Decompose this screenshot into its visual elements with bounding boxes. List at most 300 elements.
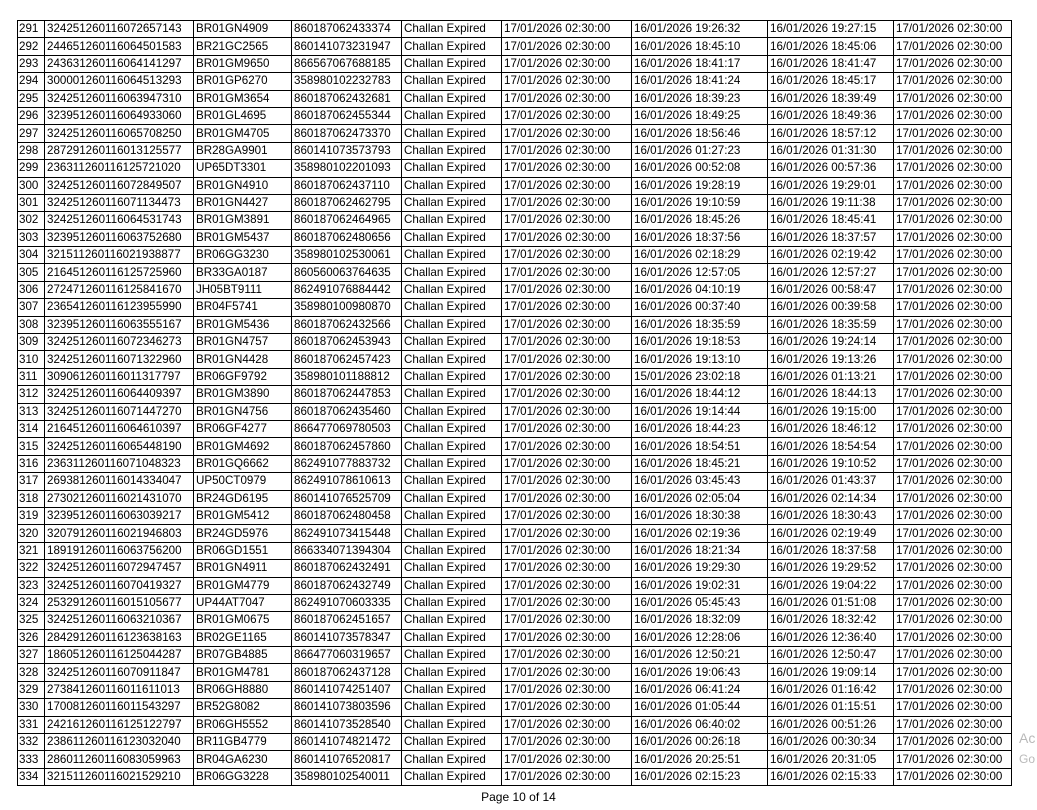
device-id-cell: 860187062432491 xyxy=(292,560,402,577)
updated-time-cell: 16/01/2026 01:16:42 xyxy=(768,681,894,698)
challan-number-cell: 324251260116072346273 xyxy=(45,334,194,351)
created-time-cell: 16/01/2026 06:41:24 xyxy=(632,681,768,698)
vehicle-number-cell: BR02GE1165 xyxy=(194,629,292,646)
updated-time-cell: 16/01/2026 19:13:26 xyxy=(768,351,894,368)
status-cell: Challan Expired xyxy=(402,38,502,55)
status-cell: Challan Expired xyxy=(402,90,502,107)
vehicle-number-cell: BR06GH5552 xyxy=(194,716,292,733)
vehicle-number-cell: BR01GM4781 xyxy=(194,664,292,681)
created-time-cell: 16/01/2026 01:05:44 xyxy=(632,699,768,716)
device-id-cell: 860187062457860 xyxy=(292,438,402,455)
table-row xyxy=(18,386,1012,403)
status-cell: Challan Expired xyxy=(402,334,502,351)
serial-number-cell: 301 xyxy=(18,194,45,211)
challan-number-cell: 216451260116125725960 xyxy=(45,264,194,281)
challan-number-cell: 273021260116021431070 xyxy=(45,490,194,507)
end-time-cell: 17/01/2026 02:30:00 xyxy=(894,386,1012,403)
vehicle-number-cell: BR01GP6270 xyxy=(194,73,292,90)
status-cell: Challan Expired xyxy=(402,420,502,437)
updated-time-cell: 16/01/2026 02:15:33 xyxy=(768,768,894,785)
expiry-time-cell: 17/01/2026 02:30:00 xyxy=(502,577,632,594)
device-id-cell: 862491070603335 xyxy=(292,594,402,611)
status-cell: Challan Expired xyxy=(402,560,502,577)
serial-number-cell: 310 xyxy=(18,351,45,368)
status-cell: Challan Expired xyxy=(402,107,502,124)
device-id-cell: 866334071394304 xyxy=(292,542,402,559)
vehicle-number-cell: JH05BT9111 xyxy=(194,281,292,298)
device-id-cell: 860187062480458 xyxy=(292,507,402,524)
challan-number-cell: 286011260116083059963 xyxy=(45,751,194,768)
end-time-cell: 17/01/2026 02:30:00 xyxy=(894,142,1012,159)
created-time-cell: 16/01/2026 18:44:23 xyxy=(632,420,768,437)
end-time-cell: 17/01/2026 02:30:00 xyxy=(894,507,1012,524)
updated-time-cell: 16/01/2026 19:15:00 xyxy=(768,403,894,420)
table-row xyxy=(18,142,1012,159)
status-cell: Challan Expired xyxy=(402,142,502,159)
serial-number-cell: 304 xyxy=(18,247,45,264)
end-time-cell: 17/01/2026 02:30:00 xyxy=(894,403,1012,420)
updated-time-cell: 16/01/2026 18:46:12 xyxy=(768,420,894,437)
expiry-time-cell: 17/01/2026 02:30:00 xyxy=(502,473,632,490)
end-time-cell: 17/01/2026 02:30:00 xyxy=(894,438,1012,455)
status-cell: Challan Expired xyxy=(402,473,502,490)
end-time-cell: 17/01/2026 02:30:00 xyxy=(894,542,1012,559)
status-cell: Challan Expired xyxy=(402,21,502,38)
created-time-cell: 16/01/2026 02:15:23 xyxy=(632,768,768,785)
device-id-cell: 358980102201093 xyxy=(292,160,402,177)
created-time-cell: 16/01/2026 18:45:26 xyxy=(632,212,768,229)
serial-number-cell: 296 xyxy=(18,107,45,124)
created-time-cell: 16/01/2026 00:52:08 xyxy=(632,160,768,177)
serial-number-cell: 300 xyxy=(18,177,45,194)
end-time-cell: 17/01/2026 02:30:00 xyxy=(894,264,1012,281)
created-time-cell: 16/01/2026 19:02:31 xyxy=(632,577,768,594)
status-cell: Challan Expired xyxy=(402,490,502,507)
vehicle-number-cell: BR01GM4692 xyxy=(194,438,292,455)
vehicle-number-cell: BR33GA0187 xyxy=(194,264,292,281)
expiry-time-cell: 17/01/2026 02:30:00 xyxy=(502,420,632,437)
table-row xyxy=(18,194,1012,211)
vehicle-number-cell: BR01GN4909 xyxy=(194,21,292,38)
updated-time-cell: 16/01/2026 18:57:12 xyxy=(768,125,894,142)
expiry-time-cell: 17/01/2026 02:30:00 xyxy=(502,594,632,611)
status-cell: Challan Expired xyxy=(402,247,502,264)
vehicle-number-cell: BR11GB4779 xyxy=(194,734,292,751)
expiry-time-cell: 17/01/2026 02:30:00 xyxy=(502,21,632,38)
end-time-cell: 17/01/2026 02:30:00 xyxy=(894,647,1012,664)
table-row xyxy=(18,21,1012,38)
created-time-cell: 16/01/2026 19:14:44 xyxy=(632,403,768,420)
device-id-cell: 358980102530061 xyxy=(292,247,402,264)
created-time-cell: 16/01/2026 18:37:56 xyxy=(632,229,768,246)
updated-time-cell: 16/01/2026 18:45:41 xyxy=(768,212,894,229)
table-row xyxy=(18,647,1012,664)
serial-number-cell: 329 xyxy=(18,681,45,698)
table-row xyxy=(18,212,1012,229)
challan-number-cell: 287291260116013125577 xyxy=(45,142,194,159)
vehicle-number-cell: BR06GH8880 xyxy=(194,681,292,698)
status-cell: Challan Expired xyxy=(402,455,502,472)
updated-time-cell: 16/01/2026 01:13:21 xyxy=(768,368,894,385)
vehicle-number-cell: BR01GN4911 xyxy=(194,560,292,577)
table-row xyxy=(18,247,1012,264)
challan-number-cell: 324251260116065448190 xyxy=(45,438,194,455)
device-id-cell: 860187062433374 xyxy=(292,21,402,38)
expiry-time-cell: 17/01/2026 02:30:00 xyxy=(502,212,632,229)
updated-time-cell: 16/01/2026 00:39:58 xyxy=(768,299,894,316)
end-time-cell: 17/01/2026 02:30:00 xyxy=(894,699,1012,716)
table-row xyxy=(18,125,1012,142)
status-cell: Challan Expired xyxy=(402,368,502,385)
created-time-cell: 16/01/2026 03:45:43 xyxy=(632,473,768,490)
expiry-time-cell: 17/01/2026 02:30:00 xyxy=(502,264,632,281)
table-row xyxy=(18,403,1012,420)
vehicle-number-cell: BR07GB4885 xyxy=(194,647,292,664)
serial-number-cell: 297 xyxy=(18,125,45,142)
device-id-cell: 860141073578347 xyxy=(292,629,402,646)
serial-number-cell: 305 xyxy=(18,264,45,281)
updated-time-cell: 16/01/2026 18:37:57 xyxy=(768,229,894,246)
challan-number-cell: 236311260116071048323 xyxy=(45,455,194,472)
table-row xyxy=(18,351,1012,368)
page-number: Page 10 of 14 xyxy=(481,790,556,804)
status-cell: Challan Expired xyxy=(402,264,502,281)
end-time-cell: 17/01/2026 02:30:00 xyxy=(894,525,1012,542)
created-time-cell: 16/01/2026 19:06:43 xyxy=(632,664,768,681)
expiry-time-cell: 17/01/2026 02:30:00 xyxy=(502,316,632,333)
expiry-time-cell: 17/01/2026 02:30:00 xyxy=(502,490,632,507)
challan-table xyxy=(17,20,1012,786)
updated-time-cell: 16/01/2026 18:32:42 xyxy=(768,612,894,629)
end-time-cell: 17/01/2026 02:30:00 xyxy=(894,212,1012,229)
challan-number-cell: 243631260116064141297 xyxy=(45,55,194,72)
serial-number-cell: 309 xyxy=(18,334,45,351)
vehicle-number-cell: BR01GM4705 xyxy=(194,125,292,142)
device-id-cell: 860560063764635 xyxy=(292,264,402,281)
vehicle-number-cell: BR01GM9650 xyxy=(194,55,292,72)
expiry-time-cell: 17/01/2026 02:30:00 xyxy=(502,194,632,211)
activation-watermark: Ac xyxy=(1019,730,1036,746)
device-id-cell: 860187062455344 xyxy=(292,107,402,124)
end-time-cell: 17/01/2026 02:30:00 xyxy=(894,55,1012,72)
challan-number-cell: 321511260116021529210 xyxy=(45,768,194,785)
created-time-cell: 16/01/2026 18:41:17 xyxy=(632,55,768,72)
expiry-time-cell: 17/01/2026 02:30:00 xyxy=(502,612,632,629)
serial-number-cell: 325 xyxy=(18,612,45,629)
updated-time-cell: 16/01/2026 18:39:49 xyxy=(768,90,894,107)
created-time-cell: 16/01/2026 18:30:38 xyxy=(632,507,768,524)
status-cell: Challan Expired xyxy=(402,194,502,211)
challan-number-cell: 324251260116063210367 xyxy=(45,612,194,629)
end-time-cell: 17/01/2026 02:30:00 xyxy=(894,594,1012,611)
table-row xyxy=(18,507,1012,524)
serial-number-cell: 312 xyxy=(18,386,45,403)
status-cell: Challan Expired xyxy=(402,438,502,455)
serial-number-cell: 315 xyxy=(18,438,45,455)
vehicle-number-cell: UP50CT0979 xyxy=(194,473,292,490)
expiry-time-cell: 17/01/2026 02:30:00 xyxy=(502,386,632,403)
serial-number-cell: 313 xyxy=(18,403,45,420)
challan-number-cell: 236311260116125721020 xyxy=(45,160,194,177)
end-time-cell: 17/01/2026 02:30:00 xyxy=(894,334,1012,351)
updated-time-cell: 16/01/2026 00:51:26 xyxy=(768,716,894,733)
end-time-cell: 17/01/2026 02:30:00 xyxy=(894,38,1012,55)
end-time-cell: 17/01/2026 02:30:00 xyxy=(894,473,1012,490)
device-id-cell: 860187062432749 xyxy=(292,577,402,594)
serial-number-cell: 331 xyxy=(18,716,45,733)
expiry-time-cell: 17/01/2026 02:30:00 xyxy=(502,699,632,716)
vehicle-number-cell: BR04GA6230 xyxy=(194,751,292,768)
serial-number-cell: 316 xyxy=(18,455,45,472)
serial-number-cell: 311 xyxy=(18,368,45,385)
challan-number-cell: 324251260116072657143 xyxy=(45,21,194,38)
end-time-cell: 17/01/2026 02:30:00 xyxy=(894,751,1012,768)
challan-number-cell: 238611260116123032040 xyxy=(45,734,194,751)
challan-number-cell: 324251260116072947457 xyxy=(45,560,194,577)
vehicle-number-cell: BR06GG3230 xyxy=(194,247,292,264)
vehicle-number-cell: BR24GD6195 xyxy=(194,490,292,507)
updated-time-cell: 16/01/2026 00:30:34 xyxy=(768,734,894,751)
challan-number-cell: 323951260116064933060 xyxy=(45,107,194,124)
expiry-time-cell: 17/01/2026 02:30:00 xyxy=(502,647,632,664)
vehicle-number-cell: BR01GM3891 xyxy=(194,212,292,229)
updated-time-cell: 16/01/2026 19:10:52 xyxy=(768,455,894,472)
created-time-cell: 16/01/2026 06:40:02 xyxy=(632,716,768,733)
expiry-time-cell: 17/01/2026 02:30:00 xyxy=(502,716,632,733)
expiry-time-cell: 17/01/2026 02:30:00 xyxy=(502,160,632,177)
table-row xyxy=(18,716,1012,733)
table-row xyxy=(18,612,1012,629)
vehicle-number-cell: BR06GF4277 xyxy=(194,420,292,437)
device-id-cell: 358980100980870 xyxy=(292,299,402,316)
expiry-time-cell: 17/01/2026 02:30:00 xyxy=(502,229,632,246)
challan-number-cell: 273841260116011611013 xyxy=(45,681,194,698)
end-time-cell: 17/01/2026 02:30:00 xyxy=(894,125,1012,142)
challan-number-cell: 324251260116070911847 xyxy=(45,664,194,681)
updated-time-cell: 16/01/2026 12:57:27 xyxy=(768,264,894,281)
challan-number-cell: 242161260116125122797 xyxy=(45,716,194,733)
vehicle-number-cell: BR01GM5436 xyxy=(194,316,292,333)
challan-number-cell: 284291260116123638163 xyxy=(45,629,194,646)
device-id-cell: 860187062457423 xyxy=(292,351,402,368)
vehicle-number-cell: UP65DT3301 xyxy=(194,160,292,177)
device-id-cell: 860187062437110 xyxy=(292,177,402,194)
created-time-cell: 16/01/2026 19:18:53 xyxy=(632,334,768,351)
created-time-cell: 16/01/2026 18:49:25 xyxy=(632,107,768,124)
challan-number-cell: 320791260116021946803 xyxy=(45,525,194,542)
expiry-time-cell: 17/01/2026 02:30:00 xyxy=(502,177,632,194)
created-time-cell: 16/01/2026 19:10:59 xyxy=(632,194,768,211)
challan-number-cell: 244651260116064501583 xyxy=(45,38,194,55)
created-time-cell: 15/01/2026 23:02:18 xyxy=(632,368,768,385)
created-time-cell: 16/01/2026 18:35:59 xyxy=(632,316,768,333)
end-time-cell: 17/01/2026 02:30:00 xyxy=(894,455,1012,472)
updated-time-cell: 16/01/2026 01:15:51 xyxy=(768,699,894,716)
created-time-cell: 16/01/2026 19:13:10 xyxy=(632,351,768,368)
table-row xyxy=(18,490,1012,507)
end-time-cell: 17/01/2026 02:30:00 xyxy=(894,577,1012,594)
vehicle-number-cell: BR01GM5437 xyxy=(194,229,292,246)
device-id-cell: 860141073573793 xyxy=(292,142,402,159)
updated-time-cell: 16/01/2026 12:36:40 xyxy=(768,629,894,646)
table-row xyxy=(18,299,1012,316)
vehicle-number-cell: BR01GM3654 xyxy=(194,90,292,107)
updated-time-cell: 16/01/2026 01:43:37 xyxy=(768,473,894,490)
expiry-time-cell: 17/01/2026 02:30:00 xyxy=(502,403,632,420)
table-row xyxy=(18,734,1012,751)
expiry-time-cell: 17/01/2026 02:30:00 xyxy=(502,55,632,72)
created-time-cell: 16/01/2026 00:37:40 xyxy=(632,299,768,316)
updated-time-cell: 16/01/2026 18:37:58 xyxy=(768,542,894,559)
end-time-cell: 17/01/2026 02:30:00 xyxy=(894,351,1012,368)
expiry-time-cell: 17/01/2026 02:30:00 xyxy=(502,629,632,646)
challan-number-cell: 189191260116063756200 xyxy=(45,542,194,559)
activation-watermark-subtext: Go xyxy=(1019,752,1036,766)
end-time-cell: 17/01/2026 02:30:00 xyxy=(894,281,1012,298)
vehicle-number-cell: BR06GD1551 xyxy=(194,542,292,559)
status-cell: Challan Expired xyxy=(402,699,502,716)
device-id-cell: 860187062432681 xyxy=(292,90,402,107)
serial-number-cell: 319 xyxy=(18,507,45,524)
vehicle-number-cell: UP44AT7047 xyxy=(194,594,292,611)
status-cell: Challan Expired xyxy=(402,612,502,629)
challan-number-cell: 324251260116064531743 xyxy=(45,212,194,229)
created-time-cell: 16/01/2026 18:21:34 xyxy=(632,542,768,559)
vehicle-number-cell: BR01GN4756 xyxy=(194,403,292,420)
device-id-cell: 862491076884442 xyxy=(292,281,402,298)
vehicle-number-cell: BR06GG3228 xyxy=(194,768,292,785)
device-id-cell: 866477069780503 xyxy=(292,420,402,437)
expiry-time-cell: 17/01/2026 02:30:00 xyxy=(502,525,632,542)
vehicle-number-cell: BR01GQ6662 xyxy=(194,455,292,472)
challan-number-cell: 324251260116071134473 xyxy=(45,194,194,211)
device-id-cell: 860187062462795 xyxy=(292,194,402,211)
vehicle-number-cell: BR01GN4757 xyxy=(194,334,292,351)
expiry-time-cell: 17/01/2026 02:30:00 xyxy=(502,299,632,316)
table-row xyxy=(18,455,1012,472)
updated-time-cell: 16/01/2026 19:29:52 xyxy=(768,560,894,577)
vehicle-number-cell: BR01GN4910 xyxy=(194,177,292,194)
device-id-cell: 860187062447853 xyxy=(292,386,402,403)
expiry-time-cell: 17/01/2026 02:30:00 xyxy=(502,368,632,385)
created-time-cell: 16/01/2026 18:54:51 xyxy=(632,438,768,455)
vehicle-number-cell: BR04F5741 xyxy=(194,299,292,316)
expiry-time-cell: 17/01/2026 02:30:00 xyxy=(502,247,632,264)
updated-time-cell: 16/01/2026 02:19:49 xyxy=(768,525,894,542)
serial-number-cell: 294 xyxy=(18,73,45,90)
created-time-cell: 16/01/2026 00:26:18 xyxy=(632,734,768,751)
end-time-cell: 17/01/2026 02:30:00 xyxy=(894,368,1012,385)
device-id-cell: 358980102232783 xyxy=(292,73,402,90)
created-time-cell: 16/01/2026 19:28:19 xyxy=(632,177,768,194)
vehicle-number-cell: BR01GM3890 xyxy=(194,386,292,403)
updated-time-cell: 16/01/2026 18:41:47 xyxy=(768,55,894,72)
table-row xyxy=(18,438,1012,455)
expiry-time-cell: 17/01/2026 02:30:00 xyxy=(502,125,632,142)
end-time-cell: 17/01/2026 02:30:00 xyxy=(894,734,1012,751)
challan-number-cell: 323951260116063039217 xyxy=(45,507,194,524)
updated-time-cell: 16/01/2026 19:24:14 xyxy=(768,334,894,351)
end-time-cell: 17/01/2026 02:30:00 xyxy=(894,664,1012,681)
created-time-cell: 16/01/2026 12:57:05 xyxy=(632,264,768,281)
vehicle-number-cell: BR01GM0675 xyxy=(194,612,292,629)
status-cell: Challan Expired xyxy=(402,125,502,142)
updated-time-cell: 16/01/2026 02:19:42 xyxy=(768,247,894,264)
status-cell: Challan Expired xyxy=(402,681,502,698)
created-time-cell: 16/01/2026 02:05:04 xyxy=(632,490,768,507)
table-row xyxy=(18,229,1012,246)
device-id-cell: 860141073528540 xyxy=(292,716,402,733)
challan-number-cell: 300001260116064513293 xyxy=(45,73,194,90)
table-row xyxy=(18,107,1012,124)
device-id-cell: 862491078610613 xyxy=(292,473,402,490)
expiry-time-cell: 17/01/2026 02:30:00 xyxy=(502,334,632,351)
challan-number-cell: 236541260116123955990 xyxy=(45,299,194,316)
updated-time-cell: 16/01/2026 19:29:01 xyxy=(768,177,894,194)
created-time-cell: 16/01/2026 18:45:21 xyxy=(632,455,768,472)
table-row xyxy=(18,334,1012,351)
created-time-cell: 16/01/2026 19:26:32 xyxy=(632,21,768,38)
table-row xyxy=(18,594,1012,611)
end-time-cell: 17/01/2026 02:30:00 xyxy=(894,177,1012,194)
table-row xyxy=(18,473,1012,490)
status-cell: Challan Expired xyxy=(402,229,502,246)
status-cell: Challan Expired xyxy=(402,577,502,594)
vehicle-number-cell: BR01GN4427 xyxy=(194,194,292,211)
end-time-cell: 17/01/2026 02:30:00 xyxy=(894,160,1012,177)
serial-number-cell: 320 xyxy=(18,525,45,542)
end-time-cell: 17/01/2026 02:30:00 xyxy=(894,107,1012,124)
serial-number-cell: 332 xyxy=(18,734,45,751)
table-row xyxy=(18,160,1012,177)
status-cell: Challan Expired xyxy=(402,212,502,229)
challan-number-cell: 324251260116070419327 xyxy=(45,577,194,594)
created-time-cell: 16/01/2026 18:44:12 xyxy=(632,386,768,403)
challan-number-cell: 186051260116125044287 xyxy=(45,647,194,664)
end-time-cell: 17/01/2026 02:30:00 xyxy=(894,90,1012,107)
serial-number-cell: 334 xyxy=(18,768,45,785)
device-id-cell: 860141074821472 xyxy=(292,734,402,751)
table-row xyxy=(18,281,1012,298)
created-time-cell: 16/01/2026 02:18:29 xyxy=(632,247,768,264)
challan-number-cell: 309061260116011317797 xyxy=(45,368,194,385)
updated-time-cell: 16/01/2026 18:30:43 xyxy=(768,507,894,524)
device-id-cell: 866477060319657 xyxy=(292,647,402,664)
updated-time-cell: 16/01/2026 20:31:05 xyxy=(768,751,894,768)
updated-time-cell: 16/01/2026 01:51:08 xyxy=(768,594,894,611)
challan-number-cell: 253291260116015105677 xyxy=(45,594,194,611)
expiry-time-cell: 17/01/2026 02:30:00 xyxy=(502,107,632,124)
created-time-cell: 16/01/2026 18:39:23 xyxy=(632,90,768,107)
updated-time-cell: 16/01/2026 19:11:38 xyxy=(768,194,894,211)
expiry-time-cell: 17/01/2026 02:30:00 xyxy=(502,664,632,681)
challan-number-cell: 323951260116063555167 xyxy=(45,316,194,333)
end-time-cell: 17/01/2026 02:30:00 xyxy=(894,768,1012,785)
challan-number-cell: 324251260116071447270 xyxy=(45,403,194,420)
updated-time-cell: 16/01/2026 19:09:14 xyxy=(768,664,894,681)
status-cell: Challan Expired xyxy=(402,55,502,72)
status-cell: Challan Expired xyxy=(402,594,502,611)
expiry-time-cell: 17/01/2026 02:30:00 xyxy=(502,351,632,368)
device-id-cell: 358980101188812 xyxy=(292,368,402,385)
expiry-time-cell: 17/01/2026 02:30:00 xyxy=(502,734,632,751)
created-time-cell: 16/01/2026 20:25:51 xyxy=(632,751,768,768)
status-cell: Challan Expired xyxy=(402,751,502,768)
end-time-cell: 17/01/2026 02:30:00 xyxy=(894,229,1012,246)
created-time-cell: 16/01/2026 18:32:09 xyxy=(632,612,768,629)
updated-time-cell: 16/01/2026 18:49:36 xyxy=(768,107,894,124)
serial-number-cell: 317 xyxy=(18,473,45,490)
